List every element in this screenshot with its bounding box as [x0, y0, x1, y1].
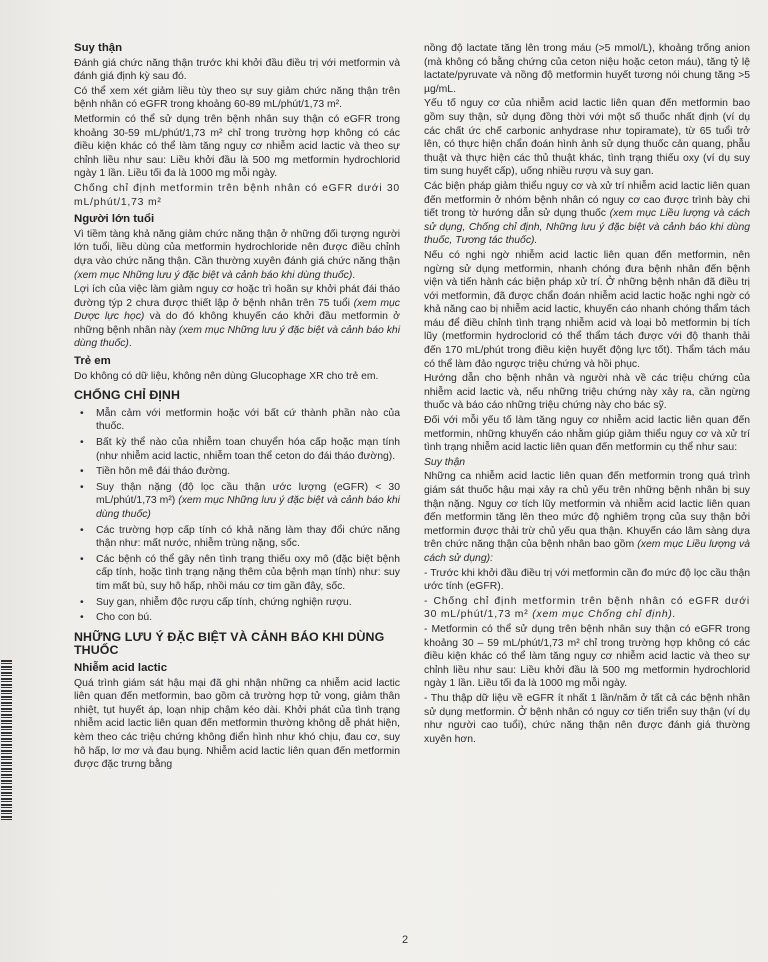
paragraph: Lợi ích của việc làm giảm nguy cơ hoặc trì hoãn sự khởi phát đái tháo đường týp 2 chưa được thiết lập ở bệnh nhân trên 75 tuổi (xem mục Dược lực học) và do đó không khuyến cáo khởi đầu metformin ở những bệnh nhân này (xem mục Những lưu ý đặc biệt và cảnh báo khi dùng thuốc).: [74, 284, 400, 350]
paragraph: - Trước khi khởi đầu điều trị với metformin cần đo mức độ lọc cầu thận ước tính (eGFR).: [424, 567, 750, 593]
paragraph: Có thể xem xét giảm liều tùy theo sự suy giảm chức năng thận trên bệnh nhân có eGFR trong khoảng 60-89 mL/phút/1,73 m².: [74, 85, 400, 111]
left-column: [74, 42, 400, 773]
paragraph: nồng độ lactate tăng lên trong máu (>5 mmol/L), khoảng trống anion (mà không có bằng chứng của ceton niệu hoặc ceton máu), tăng tỷ lệ lactate/pyruvate và nồng độ metformin huyết tương nói chung tăng >5 µg/mL.: [424, 43, 750, 95]
paragraph: Những ca nhiễm acid lactic liên quan đến metformin trong quá trình giám sát thuốc hậu mại xảy ra chủ yếu trên những bệnh nhân bị suy thận nặng. Nguy cơ tích lũy metformin và nhiễm acid lactic liên quan đến metformin tăng lên theo mức độ nghiêm trọng của suy thận bởi metformin được thải trừ chủ yếu qua thận. Khuyến cáo lâm sàng dựa trên chức năng thận của bệnh nhân bao gồm (xem mục Liều lượng và cách sử dụng):: [424, 471, 750, 564]
right-column: [424, 42, 750, 747]
paragraph: Quá trình giám sát hậu mại đã ghi nhận những ca nhiễm acid lactic liên quan đến metformin, bao gồm cả trường hợp tử vong, giảm thân nhiệt, tụt huyết áp, loạn nhịp chậm kéo dài. Khởi phát của tình trạng nhiễm acid lactic liên quan đến metformin thường không dễ phát hiện, kèm theo các triệu chứng không điển hình như khó chịu, đau cơ, suy hô hấp, lơ mơ và đau bụng. Nhiễm acid lactic liên quan đến metformin được đặc trưng bằng: [74, 677, 400, 771]
heading-suy-than: Suy thận: [74, 42, 123, 54]
paragraph: Đối với mỗi yếu tố làm tăng nguy cơ nhiễm acid lactic liên quan đến metformin, những khuyến cáo nhằm giúp giảm thiểu nguy cơ và xử trí tình trạng nhiễm acid lactic liên quan đến metformin cụ thể như sau:: [424, 415, 750, 454]
heading-warnings: NHỮNG LƯU Ý ĐẶC BIỆT VÀ CẢNH BÁO KHI DÙNG THUỐC: [74, 629, 385, 658]
heading-lactic-acidosis: Nhiễm acid lactic: [74, 661, 168, 674]
list-item: • Cho con bú.: [96, 611, 400, 625]
paragraph: - Thu thập dữ liệu về eGFR ít nhất 1 lần/năm ở tất cả các bệnh nhân sử dụng metformin. Ở bệnh nhân có nguy cơ tiến triển suy thận (ví dụ như người cao tuổi), chức năng thận nên được đánh giá thường xuyên hơn.: [424, 692, 750, 745]
list-item: • Bất kỳ thể nào của nhiễm toan chuyển hóa cấp hoặc mạn tính (như nhiễm acid lactic, nhiễm toan thể ceton do đái tháo đường).: [96, 436, 400, 463]
paragraph: Vì tiềm tàng khả năng giảm chức năng thận ở những đối tượng người lớn tuổi, liều dùng của metformin hydrochloride nên được điều chỉnh dựa vào chức năng thận. Cần thường xuyên đánh giá chức năng thận (xem mục Những lưu ý đặc biệt và cảnh báo khi dùng thuốc).: [74, 228, 400, 281]
barcode-strip: [1, 660, 12, 820]
subheading-suy-than: Suy thận: [424, 456, 466, 468]
paragraph: Nếu có nghi ngờ nhiễm acid lactic liên quan đến metformin, nên ngừng sử dụng metformin, nhanh chóng đưa bệnh nhân đến bệnh viện và tiến hành các biện pháp xử trí. Ở những bệnh nhân đã điều trị với metformin, đã được chẩn đoán nhiễm acid lactic hoặc nghi ngờ có khả năng cao bị nhiễm acid lactic, khuyến cáo nhanh chóng thẩm tách máu để điều chỉnh tình trạng nhiễm acid và loại bỏ metformin bị tích lũy (metformin hydroclorid có thể thẩm tách được với độ thanh thải đến 170 mL/phút trong điều kiện huyết động lực tốt). Thẩm tách máu có thể làm đảo ngược triệu chứng và hồi phục.: [424, 249, 750, 370]
list-item: • Các bệnh có thể gây nên tình trạng thiếu oxy mô (đặc biệt bệnh cấp tính, hoặc tình trạng nặng thêm của bệnh mạn tính) như: suy tim mất bù, suy hô hấp, nhồi máu cơ tim gần đây, sốc.: [96, 553, 400, 594]
heading-chong-chi-dinh: CHỐNG CHỈ ĐỊNH: [74, 388, 181, 403]
heading-tre-em: Trẻ em: [74, 355, 111, 368]
list-item: • Mẫn cảm với metformin hoặc với bất cứ thành phần nào của thuốc.: [96, 407, 400, 434]
list-item: • Suy thận nặng (độ lọc cầu thận ước lượng (eGFR) < 30 mL/phút/1,73 m²) (xem mục Những lưu ý đặc biệt và cảnh báo khi dùng thuốc): [96, 481, 400, 522]
heading-nguoi-lon-tuoi: Người lớn tuổi: [74, 213, 155, 226]
paragraph: - Metformin có thể sử dụng trên bệnh nhân suy thận có eGFR trong khoảng 30 – 59 mL/phút/1,73 m² chỉ trong trường hợp không có các điều kiện khác có thể làm tăng nguy cơ nhiễm acid lactic và theo sự chỉnh liều như sau: Liều khởi đầu là 500 mg metformin hydrochlorid ngày 1 lần. Liều tối đa là 1000 mg mỗi ngày.: [424, 623, 750, 690]
list-item: • Suy gan, nhiễm độc rượu cấp tính, chứng nghiện rượu.: [96, 596, 400, 610]
paragraph: Hướng dẫn cho bệnh nhân và người nhà về các triệu chứng của nhiễm acid lactic và, nếu những triệu chứng này xảy ra, cần ngừng thuốc và báo cáo những triệu chứng này cho bác sỹ.: [424, 373, 750, 412]
page-number: 2: [402, 934, 409, 946]
paragraph: Chống chỉ định metformin trên bệnh nhân có eGFR dưới 30 mL/phút/1,73 m²: [74, 182, 400, 208]
list-item: • Các trường hợp cấp tính có khả năng làm thay đổi chức năng thận như: mất nước, nhiễm trùng nặng, sốc.: [96, 524, 400, 551]
contraindication-list: [74, 407, 400, 625]
paragraph: Do không có dữ liệu, không nên dùng Glucophage XR cho trẻ em.: [74, 370, 379, 382]
paragraph: - Chống chỉ định metformin trên bệnh nhân có eGFR dưới 30 mL/phút/1,73 m² (xem mục Chống chỉ định).: [424, 595, 750, 621]
paragraph: Yếu tố nguy cơ của nhiễm acid lactic liên quan đến metformin bao gồm suy thận, sử dụng đồng thời với một số thuốc nhất định (ví dụ các chất ức chế carbonic anhydrase như topiramate), từ 65 tuổi trở lên, có thực hiện chẩn đoán hình ảnh sử dụng thuốc cản quang, phẫu thuật và thực hiện các thủ thuật khác, tình trạng thiếu oxy (ví dụ suy tim sung huyết cấp), uống nhiều rượu và suy gan.: [424, 98, 750, 178]
paragraph: Các biện pháp giảm thiểu nguy cơ và xử trí nhiễm acid lactic liên quan đến metformin ở nhóm bệnh nhân có nguy cơ cao được trình bày chi tiết trong tờ hướng dẫn sử dụng thuốc (xem mục Liều lượng và cách sử dụng, Chống chỉ định, Những lưu ý đặc biệt và cảnh báo khi dùng thuốc, Tương tác thuốc).: [424, 180, 750, 247]
paragraph: Metformin có thể sử dụng trên bệnh nhân suy thận có eGFR trong khoảng 30-59 mL/phút/1,73 m² chỉ trong trường hợp không có các điều kiện khác có thể làm tăng nguy cơ nhiễm acid lactic và theo sự chỉnh liều như sau: Liều khởi đầu là 500 mg metformin hydrochlorid ngày 1 lần. Liều tối đa là 1000 mg mỗi ngày.: [74, 113, 400, 180]
paragraph: Đánh giá chức năng thận trước khi khởi đầu điều trị với metformin và đánh giá định kỳ sau đó.: [74, 57, 400, 83]
list-item: • Tiền hôn mê đái tháo đường.: [96, 465, 400, 479]
